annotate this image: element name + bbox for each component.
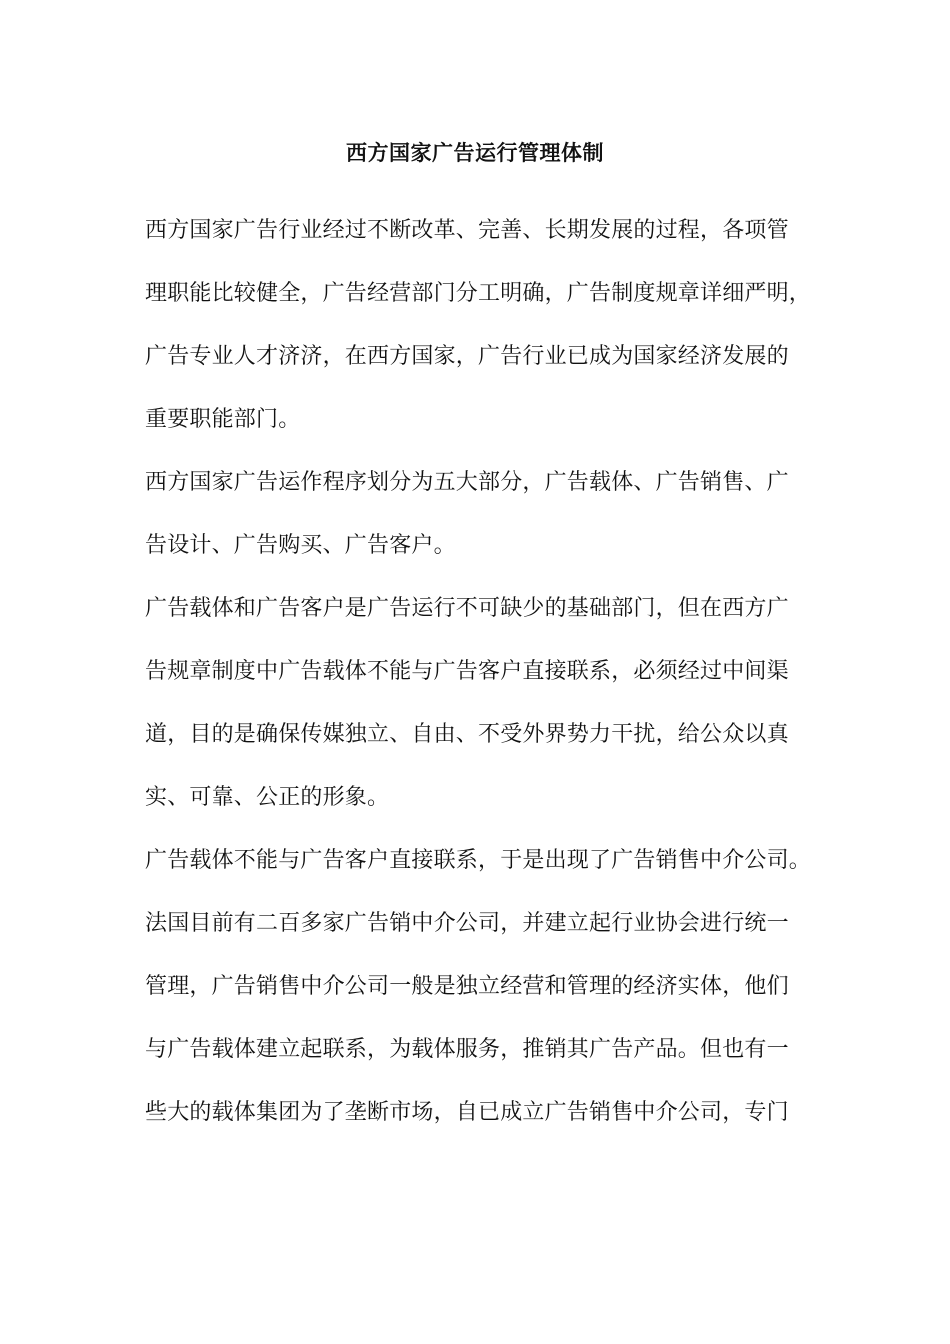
text-line: 理职能比较健全，广告经营部门分工明确，广告制度规章详细严明， [145,281,812,306]
text-line: 广告载体不能与广告客户直接联系，于是出现了广告销售中介公司。 [145,848,812,873]
text-line: 广告专业人才济济，在西方国家，广告行业已成为国家经济发展的 [145,344,789,369]
text-line: 道，目的是确保传媒独立、自由、不受外界势力干扰，给公众以真 [145,722,789,747]
text-line: 西方国家广告行业经过不断改革、完善、长期发展的过程，各项管 [145,218,789,243]
text-line: 西方国家广告运作程序划分为五大部分，广告载体、广告销售、广 [145,470,789,495]
document-body [145,211,815,1156]
document-title: 西方国家广告运行管理体制 [346,141,604,165]
text-line: 重要职能部门。 [145,407,301,432]
text-line: 些大的载体集团为了垄断市场，自已成立广告销售中介公司，专门 [145,1100,789,1125]
text-line: 实、可靠、公正的形象。 [145,785,390,810]
text-line: 法国目前有二百多家广告销中介公司，并建立起行业协会进行统一 [145,911,789,936]
text-line: 告设计、广告购买、广告客户。 [145,533,456,558]
text-line: 告规章制度中广告载体不能与广告客户直接联系，必须经过中间渠 [145,659,789,684]
text-line: 与广告载体建立起联系，为载体服务，推销其广告产品。但也有一 [145,1037,789,1062]
text-line: 管理，广告销售中介公司一般是独立经营和管理的经济实体，他们 [145,974,789,999]
text-line: 广告载体和广告客户是广告运行不可缺少的基础部门，但在西方广 [145,596,789,621]
